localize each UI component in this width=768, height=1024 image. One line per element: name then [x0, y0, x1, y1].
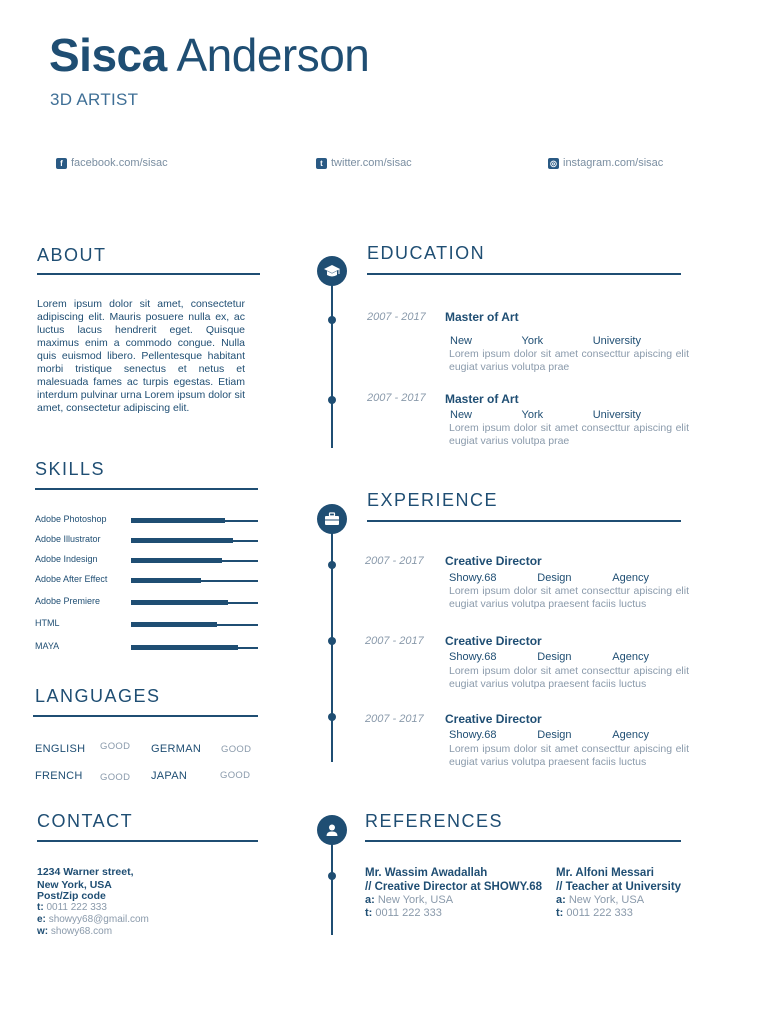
entry-description: Lorem ipsum dolor sit amet consecttur apiscing elit eugiat varius volutpa praesent faciis luctus: [449, 665, 689, 690]
contact-web[interactable]: [37, 926, 112, 937]
timeline-dot: [328, 637, 336, 645]
skill-bar-track: [131, 520, 258, 522]
contact-phone-value: 0011 222 333: [46, 902, 107, 913]
entry-subtitle-word: Agency: [612, 729, 649, 741]
references-heading: REFERENCES: [365, 811, 504, 831]
contact-email-value[interactable]: showyy68@gmail.com: [48, 914, 149, 925]
facebook-icon: f: [56, 158, 67, 169]
contact-heading: CONTACT: [37, 811, 134, 831]
experience-divider: [367, 520, 681, 522]
contact-phone: [37, 902, 107, 913]
reference-address-value: New York, USA: [568, 894, 645, 906]
reference-phone-value: 0011 222 333: [375, 907, 442, 919]
contact-web-value[interactable]: showy68.com: [50, 926, 113, 937]
skill-bar-track: [131, 624, 258, 626]
language-level: GOOD: [100, 741, 131, 752]
entry-date: 2007 - 2017: [365, 713, 424, 725]
contact-phone-label: t:: [37, 902, 44, 913]
reference-position: // Creative Director at SHOWY.68: [365, 881, 543, 893]
skill-label: HTML: [35, 618, 60, 628]
entry-subtitle: [450, 409, 641, 421]
reference-card: [556, 866, 681, 920]
reference-address: [556, 894, 681, 907]
entry-subtitle-word: Showy.68: [449, 729, 497, 741]
education-divider: [367, 273, 681, 275]
contact-email[interactable]: [37, 914, 149, 925]
skill-bar-fill: [131, 622, 217, 627]
entry-title: Master of Art: [445, 310, 519, 324]
timeline-dot: [328, 561, 336, 569]
briefcase-icon: [317, 504, 347, 534]
skills-heading: SKILLS: [35, 459, 106, 479]
entry-subtitle-word: Showy.68: [449, 572, 497, 584]
reference-position: // Teacher at University: [556, 881, 682, 893]
skill-bar-fill: [131, 578, 201, 583]
skill-bar-fill: [131, 518, 225, 523]
entry-description: Lorem ipsum dolor sit amet consecttur apiscing elit eugiat varius volutpa praesent faciis luctus: [449, 743, 689, 768]
reference-phone: [556, 907, 681, 920]
skill-bar-track: [131, 540, 258, 542]
first-name: Sisca: [49, 29, 167, 81]
reference-name: Mr. Wassim Awadallah: [365, 867, 488, 879]
skill-bar-fill: [131, 645, 238, 650]
entry-date: 2007 - 2017: [365, 635, 424, 647]
skill-bar-track: [131, 580, 258, 582]
entry-title: Creative Director: [445, 634, 542, 648]
skill-bar-track: [131, 647, 258, 649]
entry-subtitle-word: Design: [537, 651, 572, 663]
skill-bar-track: [131, 602, 258, 604]
skill-label: Adobe Indesign: [35, 554, 98, 564]
social-facebook[interactable]: [56, 157, 168, 169]
entry-subtitle: [450, 335, 641, 347]
about-heading: ABOUT: [37, 245, 107, 265]
experience-heading: EXPERIENCE: [367, 490, 499, 510]
skill-label: Adobe Illustrator: [35, 534, 101, 544]
reference-phone-label: t:: [556, 907, 564, 919]
references-divider: [365, 840, 681, 842]
skill-label: Adobe After Effect: [35, 574, 108, 584]
reference-phone: [365, 907, 542, 920]
language-name: FRENCH: [35, 770, 83, 782]
contact-email-label: e:: [37, 914, 46, 925]
contact-street: 1234 Warner street,: [37, 866, 134, 878]
entry-subtitle-word: Agency: [612, 572, 649, 584]
reference-address-value: New York, USA: [377, 894, 454, 906]
candidate-name: [49, 28, 369, 82]
contact-zip: Post/Zip code: [37, 890, 106, 902]
reference-address-label: a:: [556, 894, 566, 906]
reference-phone-label: t:: [365, 907, 373, 919]
social-instagram-label: instagram.com/sisac: [563, 157, 664, 169]
timeline-dot: [328, 396, 336, 404]
entry-subtitle-word: Agency: [612, 651, 649, 663]
instagram-icon: ◎: [548, 158, 559, 169]
contact-city: New York, USA: [37, 879, 112, 891]
about-text: Lorem ipsum dolor sit amet, consectetur adipiscing elit. Mauris posuere nulla ex, ac luctus lacus hendrerit eget. Quisque maximus enim a commodo congue. Nulla quis euismod libero. Pellentesque habitant morbi tristique senectus et netus et malesuada fames ac turpis egestas. Etiam interdum pulvinar urna Lorem ipsum dolor sit amet, consectetur adipiscing elit.: [37, 298, 245, 414]
language-name: JAPAN: [151, 770, 188, 782]
entry-description: Lorem ipsum dolor sit amet consecttur apiscing elit eugiat varius volutpa praesent faciis luctus: [449, 585, 689, 610]
entry-subtitle-word: University: [592, 335, 641, 347]
person-icon: [317, 815, 347, 845]
entry-description: Lorem ipsum dolor sit amet consecttur apiscing elit eugiat varius volutpa prae: [449, 422, 689, 447]
skill-bar-fill: [131, 538, 233, 543]
entry-subtitle-word: York: [521, 335, 544, 347]
entry-subtitle-word: New: [450, 409, 473, 421]
reference-card: [365, 866, 542, 920]
language-name: GERMAN: [151, 743, 202, 755]
skills-divider: [35, 488, 258, 490]
social-instagram[interactable]: [548, 157, 663, 169]
entry-subtitle-word: Design: [537, 729, 572, 741]
social-twitter-label: twitter.com/sisac: [331, 157, 412, 169]
skill-bar-fill: [131, 558, 222, 563]
entry-date: 2007 - 2017: [367, 311, 426, 323]
entry-title: Creative Director: [445, 554, 542, 568]
skill-bar-track: [131, 560, 258, 562]
last-name: Anderson: [176, 29, 370, 81]
languages-heading: LANGUAGES: [35, 686, 161, 706]
entry-subtitle-word: University: [592, 409, 641, 421]
graduation-cap-icon: [317, 256, 347, 286]
entry-subtitle: [449, 729, 649, 741]
reference-address: [365, 894, 542, 907]
reference-phone-value: 0011 222 333: [566, 907, 633, 919]
education-timeline-line: [331, 284, 333, 448]
education-heading: EDUCATION: [367, 243, 486, 263]
social-twitter[interactable]: [316, 157, 412, 169]
job-title: 3D ARTIST: [50, 90, 139, 109]
entry-date: 2007 - 2017: [367, 392, 426, 404]
reference-name: Mr. Alfoni Messari: [556, 867, 654, 879]
entry-subtitle-word: Design: [537, 572, 572, 584]
skill-label: Adobe Photoshop: [35, 514, 107, 524]
twitter-icon: t: [316, 158, 327, 169]
timeline-dot: [328, 316, 336, 324]
languages-divider: [33, 715, 258, 717]
entry-subtitle-word: Showy.68: [449, 651, 497, 663]
timeline-dot: [328, 713, 336, 721]
entry-title: Creative Director: [445, 712, 542, 726]
entry-subtitle: [449, 651, 649, 663]
entry-description: Lorem ipsum dolor sit amet consecttur apiscing elit eugiat varius volutpa prae: [449, 348, 689, 373]
entry-title: Master of Art: [445, 392, 519, 406]
language-level: GOOD: [100, 772, 131, 783]
social-facebook-label: facebook.com/sisac: [71, 157, 168, 169]
entry-subtitle-word: York: [521, 409, 544, 421]
entry-date: 2007 - 2017: [365, 555, 424, 567]
skill-label: Adobe Premiere: [35, 596, 101, 606]
skill-label: MAYA: [35, 641, 60, 651]
about-divider: [37, 273, 260, 275]
skill-bar-fill: [131, 600, 228, 605]
language-level: GOOD: [221, 744, 252, 755]
timeline-dot: [328, 872, 336, 880]
reference-address-label: a:: [365, 894, 375, 906]
entry-subtitle-word: New: [450, 335, 473, 347]
contact-divider: [37, 840, 258, 842]
contact-web-label: w:: [37, 926, 49, 937]
language-name: ENGLISH: [35, 743, 86, 755]
entry-subtitle: [449, 572, 649, 584]
language-level: GOOD: [220, 770, 251, 781]
references-timeline-line: [331, 838, 333, 935]
